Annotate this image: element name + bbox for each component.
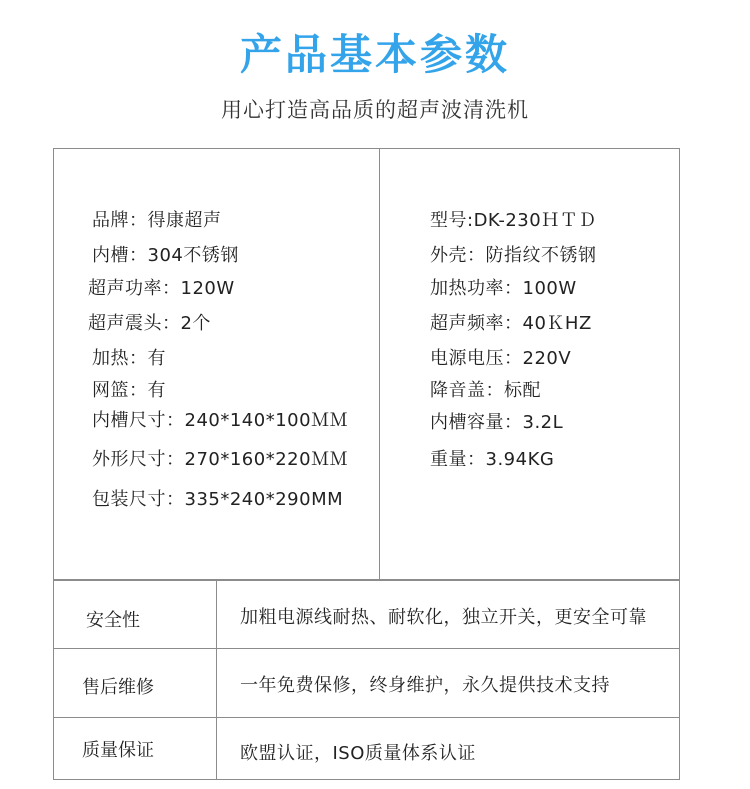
column-divider — [216, 580, 217, 780]
spec-inner-size: 内槽尺寸：240*140*100ＭＭ — [92, 410, 349, 431]
row-divider — [53, 580, 680, 581]
spec-weight: 重量：3.94KG — [430, 449, 555, 470]
row-divider — [53, 717, 680, 718]
row-divider — [53, 648, 680, 649]
spec-brand: 品牌：得康超声 — [92, 210, 222, 231]
feature-value-quality: 欧盟认证，ISO质量体系认证 — [240, 743, 476, 764]
spec-shell: 外壳：防指纹不锈钢 — [430, 245, 597, 266]
spec-lid: 降音盖：标配 — [430, 380, 541, 401]
spec-voltage: 电源电压：220V — [430, 348, 572, 369]
feature-label-service: 售后维修 — [82, 677, 154, 698]
spec-package-size: 包装尺寸：335*240*290MM — [92, 489, 344, 510]
spec-ultrasonic-power: 超声功率：120W — [88, 278, 235, 299]
feature-label-safety: 安全性 — [86, 610, 140, 631]
spec-outer-size: 外形尺寸：270*160*220ＭＭ — [92, 449, 349, 470]
spec-basket: 网篮：有 — [92, 380, 166, 401]
feature-label-quality: 质量保证 — [82, 740, 154, 761]
feature-value-safety: 加粗电源线耐热、耐软化，独立开关，更安全可靠 — [240, 607, 647, 628]
spec-transducers: 超声震头：2个 — [88, 313, 211, 334]
feature-value-service: 一年免费保修，终身维护，永久提供技术支持 — [240, 675, 610, 696]
spec-heating-power: 加热功率：100W — [430, 278, 577, 299]
spec-frequency: 超声频率：40ＫHZ — [430, 313, 592, 334]
page-title: 产品基本参数 — [239, 30, 510, 79]
spec-model: 型号:DK-230ＨＴＤ — [430, 210, 597, 231]
spec-column-divider — [379, 148, 380, 580]
spec-capacity: 内槽容量：3.2L — [430, 412, 564, 433]
page-subtitle: 用心打造高品质的超声波清洗机 — [221, 98, 529, 122]
spec-inner-tank: 内槽：304不锈钢 — [92, 245, 239, 266]
spec-heating: 加热：有 — [92, 348, 166, 369]
